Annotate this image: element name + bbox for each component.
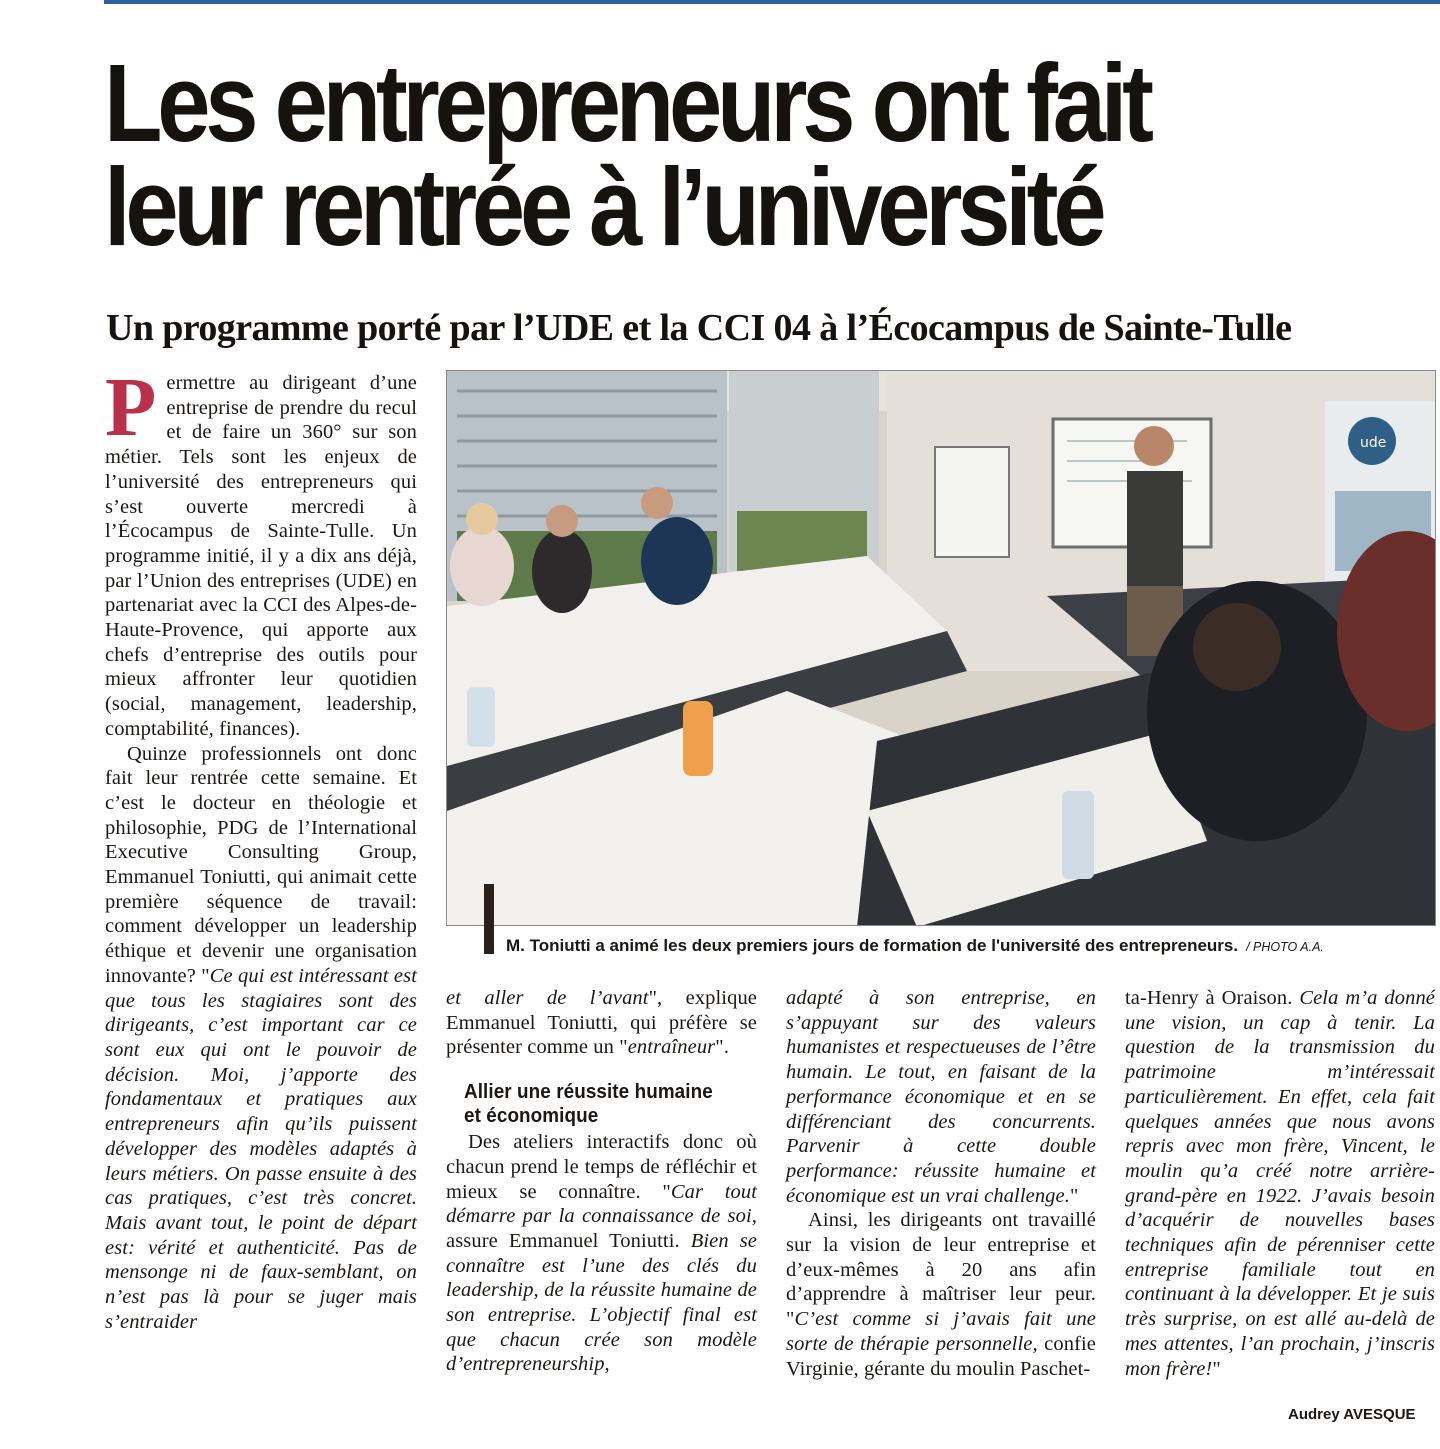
paragraph-3-continued [786,986,1096,1208]
attribution-text: ", explique Emmanuel Toniutti, qui préfère se présenter comme un " [446,987,758,1059]
article-column-2 [446,986,757,1377]
paragraph-4-text: Ainsi, les dirigeants ont travaillé sur la vision de leur entreprise et d’eux-mêmes à 20 ans afin d’apprendre à maîtriser leur peur. " [786,1209,1096,1331]
quote-close: " [1069,1184,1079,1207]
article-column-3 [786,986,1096,1381]
article-photo [446,370,1436,926]
headline-line-2: leur rentrée à l’université [104,146,1102,269]
photo-caption [506,936,1436,957]
quote-self-knowledge: Car tout démarre par la connaissance de soi, [446,1180,757,1228]
lead-paragraph: ermettre au dirigeant d’une entreprise de prendre du recul et de faire un 360° sur son métier. Tels sont les enjeux de l’université des entrepreneurs qui s’est ouverte mercredi à l’Écocampus de Sainte-Tulle. Un programme initié, il y a dix ans déjà, par l’Union des entreprises (UDE) en partenariat avec la CCI des Alpes-de-Haute-Provence, qui apporte aux chefs d’entreprise des outils pour mieux affronter leur quotidien (social, management, leadership, comptabilité, finances). [105,372,417,740]
quote-toniutti-1: Ce qui est intéressant est que tous les stagiaires sont des dirigeants, c’est important car ce sont eux qui ont le pouvoir de décision. Moi, j’apporte des fondamentaux et pratiques aux entrepreneurs afin qu’ils puissent développer des modèles adaptés à leurs métiers. On passe ensuite à des cas pratiques, c’est très concret. Mais avant tout, le point de départ est: vérité et authenticité. Pas de mensonge ni de faux-semblant, on n’est pas là pour se juger mais s’entraider [105,964,417,1333]
photo-credit: / PHOTO A.A. [1246,940,1324,954]
classroom-photo [447,371,1436,926]
paragraph-2-continued [446,986,757,1060]
quote-leadership: Bien se connaître est l’une des clés du leadership, de la réussite humaine de son entreprise. L’objectif final est que chacun crée son modèle d’entrepreneurship, [446,1229,758,1376]
subheadline: Un programme porté par l’UDE et la CCI 04 à l’Écocampus de Sainte-Tulle [106,307,1292,349]
quote-virginie-continued: Cela m’a donné une vision, un cap à tenir. La question de la transmission du patrimoine m’intéressait particulièrement. En effet, cela fait quelques années que nous avons repris avec mon frère, Vincent, le moulin qu’a créé notre arrière-grand-père en 1922. J’avais besoin d’acquérir de nouvelles bases techniques afin de pérenniser cette entreprise familiale tout en continuant à la développer. Et je suis très surprise, on est allé au-delà de mes attentes, l’an prochain, j’inscris mon frère! [1125,987,1435,1380]
attribution-virginie: confie Virginie, gérante du moulin Paschet- [786,1332,1097,1380]
attribution-end: ". [715,1036,729,1059]
caption-text: M. Toniutti a animé les deux premiers jours de formation de l'université des entrepreneurs. [506,936,1239,955]
paragraph-3-text: Des ateliers interactifs donc où chacun prend le temps de réfléchir et mieux se connaître. " [446,1131,757,1203]
paragraph-4 [786,1208,1096,1381]
quote-continued: et aller de l’avant [446,987,649,1009]
author-byline: Audrey AVESQUE [1288,1406,1416,1423]
paragraph-2 [105,742,417,1335]
paragraph-4-continued [1125,986,1435,1381]
article-column-4 [1125,986,1435,1381]
section-heading: Allier une réussite humaine et économique [464,1080,713,1128]
article-column-1 [105,361,417,1334]
banner-logo-text: ude [1360,435,1387,451]
drop-cap: P [105,361,157,454]
quote-values: adapté à son entreprise, en s’appuyant sur des valeurs humanistes et respectueuses de l’être humain. Le tout, en faisant de la performance économique et en se différenciant des concurrents. Parvenir à cette double performance: réussite humaine et économique est un vrai challenge. [786,987,1096,1207]
quote-coach: entraîneur [627,1036,716,1059]
caption-accent-bar [484,884,494,954]
paragraph-2-text: Quinze professionnels ont donc fait leur rentrée cette semaine. Et c’est le docteur en théologie et philosophie, PDG de l’International Executive Consulting Group, Emmanuel Toniutti, qui animait cette première séquence de travail: comment développer un leadership éthique et devenir une organisation innovante? " [105,742,417,987]
quote-virginie: C’est comme si j’avais fait une sorte de thérapie personnelle, [786,1308,1096,1355]
top-rule [104,0,1440,4]
quote-end: " [1212,1357,1221,1380]
headline-line-1: Les entrepreneurs ont fait [104,42,1149,165]
location-text: ta-Henry à Oraison. [1125,987,1300,1009]
headline [104,42,1252,269]
paragraph-3 [446,1130,757,1377]
attribution-2: assure Emmanuel Toniutti. [446,1229,691,1252]
